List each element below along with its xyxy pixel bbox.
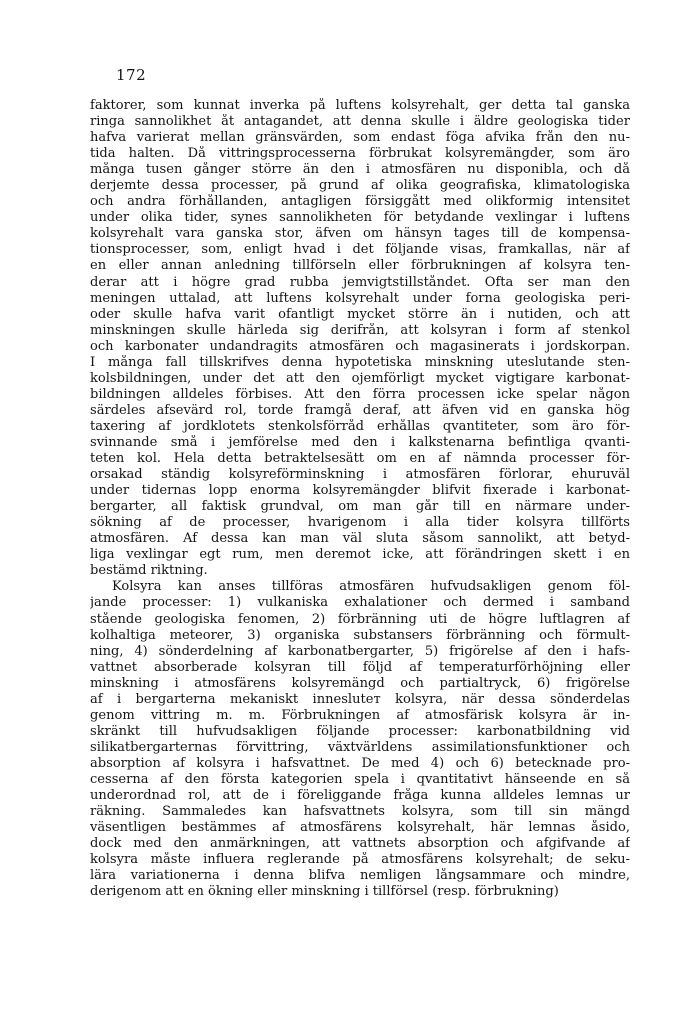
text-line: meningen uttalad, att luftens kolsyrehalt under forna geologiska peri-: [90, 290, 630, 306]
text-line: I många fall tillskrifves denna hypotetiska minskning uteslutande sten-: [90, 354, 630, 370]
text-line: under olika tider, synes sannolikheten för betydande vexlingar i luftens: [90, 210, 630, 226]
text-line: faktorer, som kunnat inverka på luftens kolsyrehalt, ger detta tal ganska: [90, 98, 630, 113]
text-line: bergarter, all faktisk grundval, om man går till en närmare under-: [90, 499, 630, 515]
text-line: väsentligen bestämmes af atmosfärens kolsyrehalt, här lemnas åsido,: [90, 820, 630, 836]
text-line: kolsbildningen, under det att den ojemförligt mycket vigtigare karbonat-: [90, 370, 630, 386]
text-line: atmosfären. Af dessa kan man väl sluta såsom sannolikt, att betyd-: [90, 531, 630, 547]
paragraph-2: [90, 579, 630, 900]
text-line: svinnande små i jemförelse med den i kalkstenarna befintliga qvanti-: [90, 434, 630, 450]
text-line: minskningen skulle härleda sig derifrån, att kolsyran i form af stenkol: [90, 322, 630, 338]
text-line: och karbonater undandragits atmosfären och magasinerats i jordskorpan.: [90, 338, 630, 354]
text-line: tionsprocesser, som, enligt hvad i det följande visas, framkallas, när af: [90, 242, 630, 258]
text-line: Kolsyra kan anses tillföras atmosfären hufvudsakligen genom föl-: [112, 579, 630, 595]
text-line: och andra förhållanden, antagligen försiggått med olikformig intensitet: [90, 194, 630, 210]
text-line: under tidernas lopp enorma kolsyremängder blifvit fixerade i karbonat-: [90, 483, 630, 499]
text-line: räkning. Sammaledes kan hafsvattnets kolsyra, som till sin mängd: [90, 804, 630, 820]
text-line: dock med den anmärkningen, att vattnets absorption och afgifvande af: [90, 836, 630, 852]
page-number: 172: [116, 66, 147, 84]
text-line: ning, 4) sönderdelning af karbonatbergarter, 5) frigörelse af den i hafs-: [90, 643, 630, 659]
text-line: derigenom att en ökning eller minskning i tillförsel (resp. förbrukning): [90, 884, 559, 900]
text-line: derjemte dessa processer, på grund af olika geografiska, klimatologiska: [90, 178, 630, 194]
text-line: vattnet absorberade kolsyran till följd af temperaturförhöjning eller: [90, 659, 630, 675]
text-line: cesserna af den första kategorien spela i qvantitativt hänseende en så: [90, 771, 630, 787]
text-line: kolsyra måste influera reglerande på atmosfärens kolsyrehalt; de seku-: [90, 852, 630, 868]
text-line: teten kol. Hela detta betraktelsesätt om en af nämnda processer för-: [90, 451, 630, 467]
text-line: sökning af de processer, hvarigenom i alla tider kolsyra tillförts: [90, 515, 630, 531]
text-line: lära variationerna i denna blifva nemligen långsammare och mindre,: [90, 868, 630, 884]
text-line: särdeles afsevärd rol, torde framgå deraf, att äfven vid en ganska hög: [90, 402, 630, 418]
text-line: taxering af jordklotets stenkolsförråd erhållas qvantiteter, som äro för-: [90, 418, 630, 434]
text-line: orsakad ständig kolsyreförminskning i atmosfären förlorar, ehuruväl: [90, 467, 630, 483]
body-text: [90, 98, 630, 900]
text-line: af i bergarterna mekaniskt inneslutет kolsyra, när dessa sönderdelas: [90, 691, 630, 707]
text-line: bestämd riktning.: [90, 563, 208, 579]
text-line: kolsyrehalt vara ganska stor, äfven om hänsyn tages till de kompensa-: [90, 226, 630, 242]
text-line: oder skulle hafva varit ofantligt mycket större än i nutiden, och att: [90, 306, 630, 322]
text-line: kolhaltiga meteorer, 3) organiska substansers förbränning och förmult-: [90, 627, 630, 643]
text-line: liga vexlingar egt rum, men deremot icke, att förändringen skett i en: [90, 547, 630, 563]
text-line: ringa sannolikhet åt antagandet, att denna skulle i äldre geologiska tider: [90, 114, 630, 130]
text-line: tida halten. Då vittringsprocesserna förbrukat kolsyremängder, som äro: [90, 146, 630, 162]
text-line: absorption af kolsyra i hafsvattnet. De med 4) och 6) betecknade pro-: [90, 755, 630, 771]
text-line: hafva varierat mellan gränsvärden, som endast föga afvika från den nu-: [90, 130, 630, 146]
text-line: genom vittring m. m. Förbrukningen af atmosfärisk kolsyra är in-: [90, 707, 630, 723]
text-line: minskning i atmosfärens kolsyremängd och partialtryck, 6) frigörelse: [90, 675, 630, 691]
text-line: jande processer: 1) vulkaniska exhalationer och dermed i samband: [90, 595, 630, 611]
text-line: skränkt till hufvudsakligen följande processer: karbonatbildning vid: [90, 723, 630, 739]
text-line: många tusen gånger större än den i atmosfären nu disponibla, och då: [90, 162, 630, 178]
text-line: underordnad rol, att de i föreliggande fråga kunna alldeles lemnas ur: [90, 788, 630, 804]
text-line: derar att i högre grad rubba jemvigtstillståndet. Ofta ser man den: [90, 274, 630, 290]
paragraph-1: [90, 98, 630, 579]
text-line: silikatbergarternas förvittring, växtvärldens assimilationsfunktioner och: [90, 739, 630, 755]
text-line: bildningen alldeles förbises. Att den förra processen icke spelar någon: [90, 386, 630, 402]
text-line: en eller annan anledning tillförseln eller förbrukningen af kolsyra ten-: [90, 258, 630, 274]
text-line: stående geologiska fenomen, 2) förbränning uti de högre luftlagren af: [90, 611, 630, 627]
